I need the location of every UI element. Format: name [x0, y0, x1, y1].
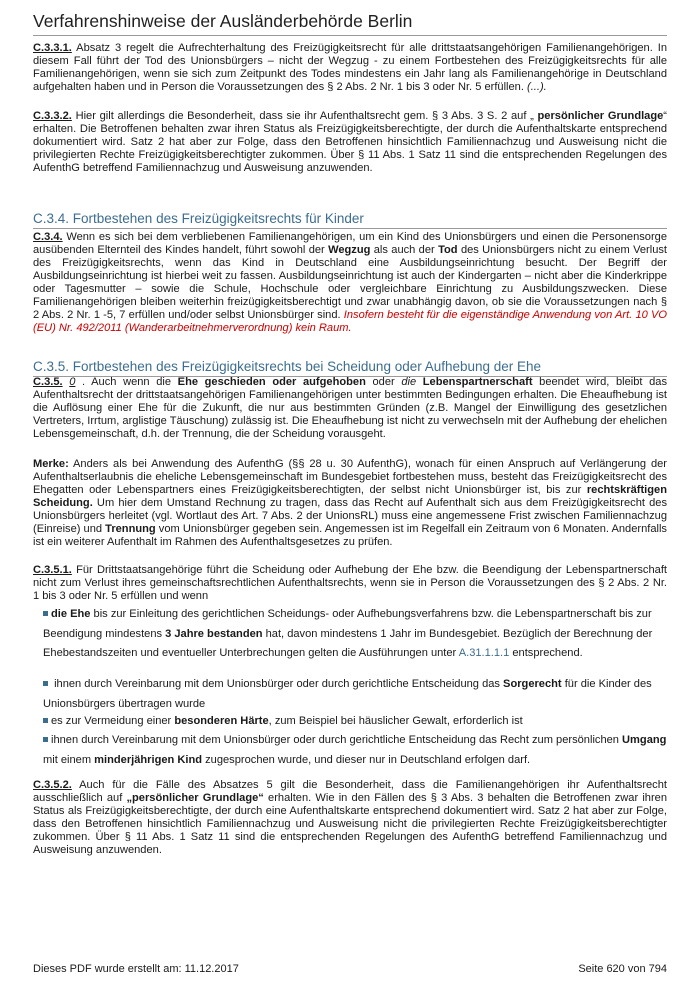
list-item: ihnen durch Vereinbarung mit dem Unionsbürger oder durch gerichtliche Entscheidung das Sorgerecht für die Kinder des Unionsbürgers übertragen wurde [43, 678, 652, 710]
list-item: ihnen durch Vereinbarung mit dem Unionsbürger oder durch gerichtliche Entscheidung das Recht zum persönlichen Umgang mit einem minderjährigen Kind zugesprochen wurde, und dieser nur in Deutschland erfolgen darf. [43, 734, 667, 766]
paragraph-c332: C.3.3.2. Hier gilt allerdings die Besonderheit, dass sie ihr Aufenthaltsrecht gem. § 3 Abs. 3 S. 2 auf „ persönlicher Grundlage“ erhalten. Die Betroffenen behalten zwar ihren Status als Freizügigkeitsberechtigte, der durch die Aufenthaltskarte entsprechend dokumentiert wird. Satz 2 hat aber zur Folge, dass den Betroffenen hinsichtlich Familiennachzug und Ausweisung nicht die privilegierten Rechte Freizügigkeitsberechtigter zukommen. Über § 11 Abs. 1 Satz 11 sind die entsprechenden Regelungen des AufenthG betreffend Familiennachzug und Ausweisung anzuwenden. [33, 110, 667, 174]
section-id-c352: C.3.5.2. [33, 779, 72, 791]
paragraph-c34: C.3.4. Wenn es sich bei dem verbliebenen Familienangehörigen, um ein Kind des Unionsbürgers und einen die Personensorge ausübenden Elternteil des Kindes handelt, führt sowohl der Wegzug als auch der Tod des Unionsbürgers nicht zu einem Verlust des Freizügigkeitsrechts, wenn das Kind in Deutschland eine Ausbildungseinrichtung besucht. Der Begriff der Ausbildungseinrichtung ist hierbei weit zu fassen. Ausbildungseinrichtung ist auch der Kindergarten – nicht aber die Kinderkrippe oder Tagesmutter – sowie die Schule, Hochschule oder vergleichbare Einrichtung zu Ausbildungszwecken. Diese Familienangehörigen bleiben weiterhin freizügigkeitsberechtigt und zwar unabhängig davon, ob sie die Voraussetzungen nach § 2 Abs. 2 Nr. 1 -5, 7 erfüllen und/oder selbst Unionsbürger sind. Insofern besteht für die eigenständige Anwendung von Art. 10 VO (EU) Nr. 492/2011 (Wanderarbeitnehmerverordnung) kein Raum. [33, 231, 667, 334]
section-id-c34: C.3.4. [33, 231, 63, 243]
list-item: die Ehe bis zur Einleitung des gerichtlichen Scheidungs- oder Aufhebungsverfahrens bzw. die Lebenspartnerschaft bis zur Beendigung mindestens 3 Jahre bestanden hat, davon mindestens 1 Jahr im Bundesgebiet. Bezüglich der Berechnung der Ehebestandszeiten und eventueller Unterbrechungen gelten die Ausführungen unter A.31.1.1.1 entsprechend. [43, 608, 653, 659]
heading-c34: C.3.4. Fortbestehen des Freizügigkeitsrechts für Kinder [33, 211, 667, 229]
footer-page-number: Seite 620 von 794 [578, 963, 667, 975]
footer-created-date: Dieses PDF wurde erstellt am: 11.12.2017 [33, 963, 239, 975]
bullet-square-icon [43, 737, 48, 742]
section-id-c351: C.3.5.1. [33, 564, 72, 576]
section-id-c331: C.3.3.1. [33, 42, 72, 54]
page-title: Verfahrenshinweise der Ausländerbehörde Berlin [33, 11, 667, 36]
list-item: es zur Vermeidung einer besonderen Härte, zum Beispiel bei häuslicher Gewalt, erforderlich ist [43, 712, 667, 732]
section-id-c332: C.3.3.2. [33, 110, 72, 122]
bullet-square-icon [43, 718, 48, 723]
paragraph-merke: Merke: Anders als bei Anwendung des AufenthG (§§ 28 u. 30 AufenthG), wonach für einen Anspruch auf Verlängerung der Aufenthaltserlaubnis die eheliche Lebensgemeinschaft im Bundesgebiet fortbestehen muss, besteht das Freizügigkeitsrecht des Ehegatten oder Lebenspartners eines Freizügigkeitsberechtigten, der selbst nicht Unionsbürger ist, bis zur rechtskräftigen Scheidung. Um hier dem Umstand Rechnung zu tragen, dass das Recht auf Aufenthalt sich aus dem Freizügigkeitsrecht des Unionsbürgers herleitet (vgl. Wortlaut des Art. 7 Abs. 2 der UnionsRL) muss eine angemessene Frist zwischen Familiennachzug (Einreise) und Trennung vom Unionsbürger gegeben sein. Angemessen ist im Regelfall ein Zeitraum von 6 Monaten. Andernfalls ist ein weiterer Aufenthalt im Rahmen des Aufenthaltsgesetzes zu prüfen. [33, 458, 667, 548]
paragraph-c352: C.3.5.2. Auch für die Fälle des Absatzes 5 gilt die Besonderheit, dass die Familienangehörigen ihr Aufenthaltsrecht ausschließlich auf „persönlicher Grundlage“ erhalten. Wie in den Fällen des § 3 Abs. 3 behalten die Betroffenen zwar ihren Status als Freizügigkeitsberechtigte, der durch eine Aufenthaltskarte entsprechend dokumentiert wird. Satz 2 hat aber zur Folge, dass den Betroffenen hinsichtlich Familiennachzug und Ausweisung nicht die privilegierten Rechte Freizügigkeitsberechtigter zukommen. Über § 11 Abs. 1 Satz 11 sind die entsprechenden Regelungen des AufenthG betreffend Familiennachzug und Ausweisung anzuwenden. [33, 779, 667, 856]
paragraph-c331: C.3.3.1. Absatz 3 regelt die Aufrechterhaltung des Freizügigkeitsrecht für alle drittstaatsangehörigen Familienangehörigen. In diesem Fall führt der Tod des Unionsbürgers – nicht der Wegzug - zu einem Fortbestehen des Freizügigkeitsrechts für alle Familienangehörigen, wenn sie sich zum Zeitpunkt des Todes mindestens ein Jahr lang als Familienangehörige in Deutschland aufgehalten haben und in Person die Voraussetzungen des § 2 Abs. 2 Nr. 1 bis 3 oder Nr. 5 erfüllen. (...). [33, 42, 667, 93]
paragraph-c35: C.3.5. 0 . Auch wenn die Ehe geschieden oder aufgehoben oder die Lebenspartnerschaft beendet wird, bleibt das Aufenthaltsrecht der drittstaatsangehörigen Familienangehörigen unter bestimmten Bedingungen erhalten. Die Eheaufhebung ist die Auflösung einer Ehe für die Zukunft, die nur aus bestimmten Gründen (z.B. Mangel der Einwilligung des gesetzlichen Vertreters, Irrtum, arglistige Täuschung) zulässig ist. Die Eheaufhebung ist nicht zu verwechseln mit der Aufhebung der ehelichen Lebensgemeinschaft, d.h. der Trennung, die der Scheidung vorausgeht. [33, 376, 667, 440]
paragraph-c351: C.3.5.1. Für Drittstaatsangehörige führt die Scheidung oder Aufhebung der Ehe bzw. die Beendigung der Lebenspartnerschaft nicht zum Verlust ihres gemeinschaftsrechtlichen Aufenthaltsrechts, wenn sie in Person die Voraussetzungen des § 2 Abs. 2 Nr. 1 bis 3 oder Nr. 5 erfüllen und wenn [33, 564, 667, 602]
note-red: Insofern besteht für die eigenständige Anwendung von Art. 10 VO (EU) Nr. 492/2011 (Wanderarbeitnehmerverordnung) kein Raum. [33, 309, 667, 334]
bullet-square-icon [43, 681, 48, 686]
bullet-square-icon [43, 611, 48, 616]
section-id-c35: C.3.5. [33, 376, 63, 388]
heading-c35: C.3.5. Fortbestehen des Freizügigkeitsrechts bei Scheidung oder Aufhebung der Ehe [33, 359, 667, 377]
cross-reference-link[interactable]: A.31.1.1.1 [458, 647, 510, 659]
